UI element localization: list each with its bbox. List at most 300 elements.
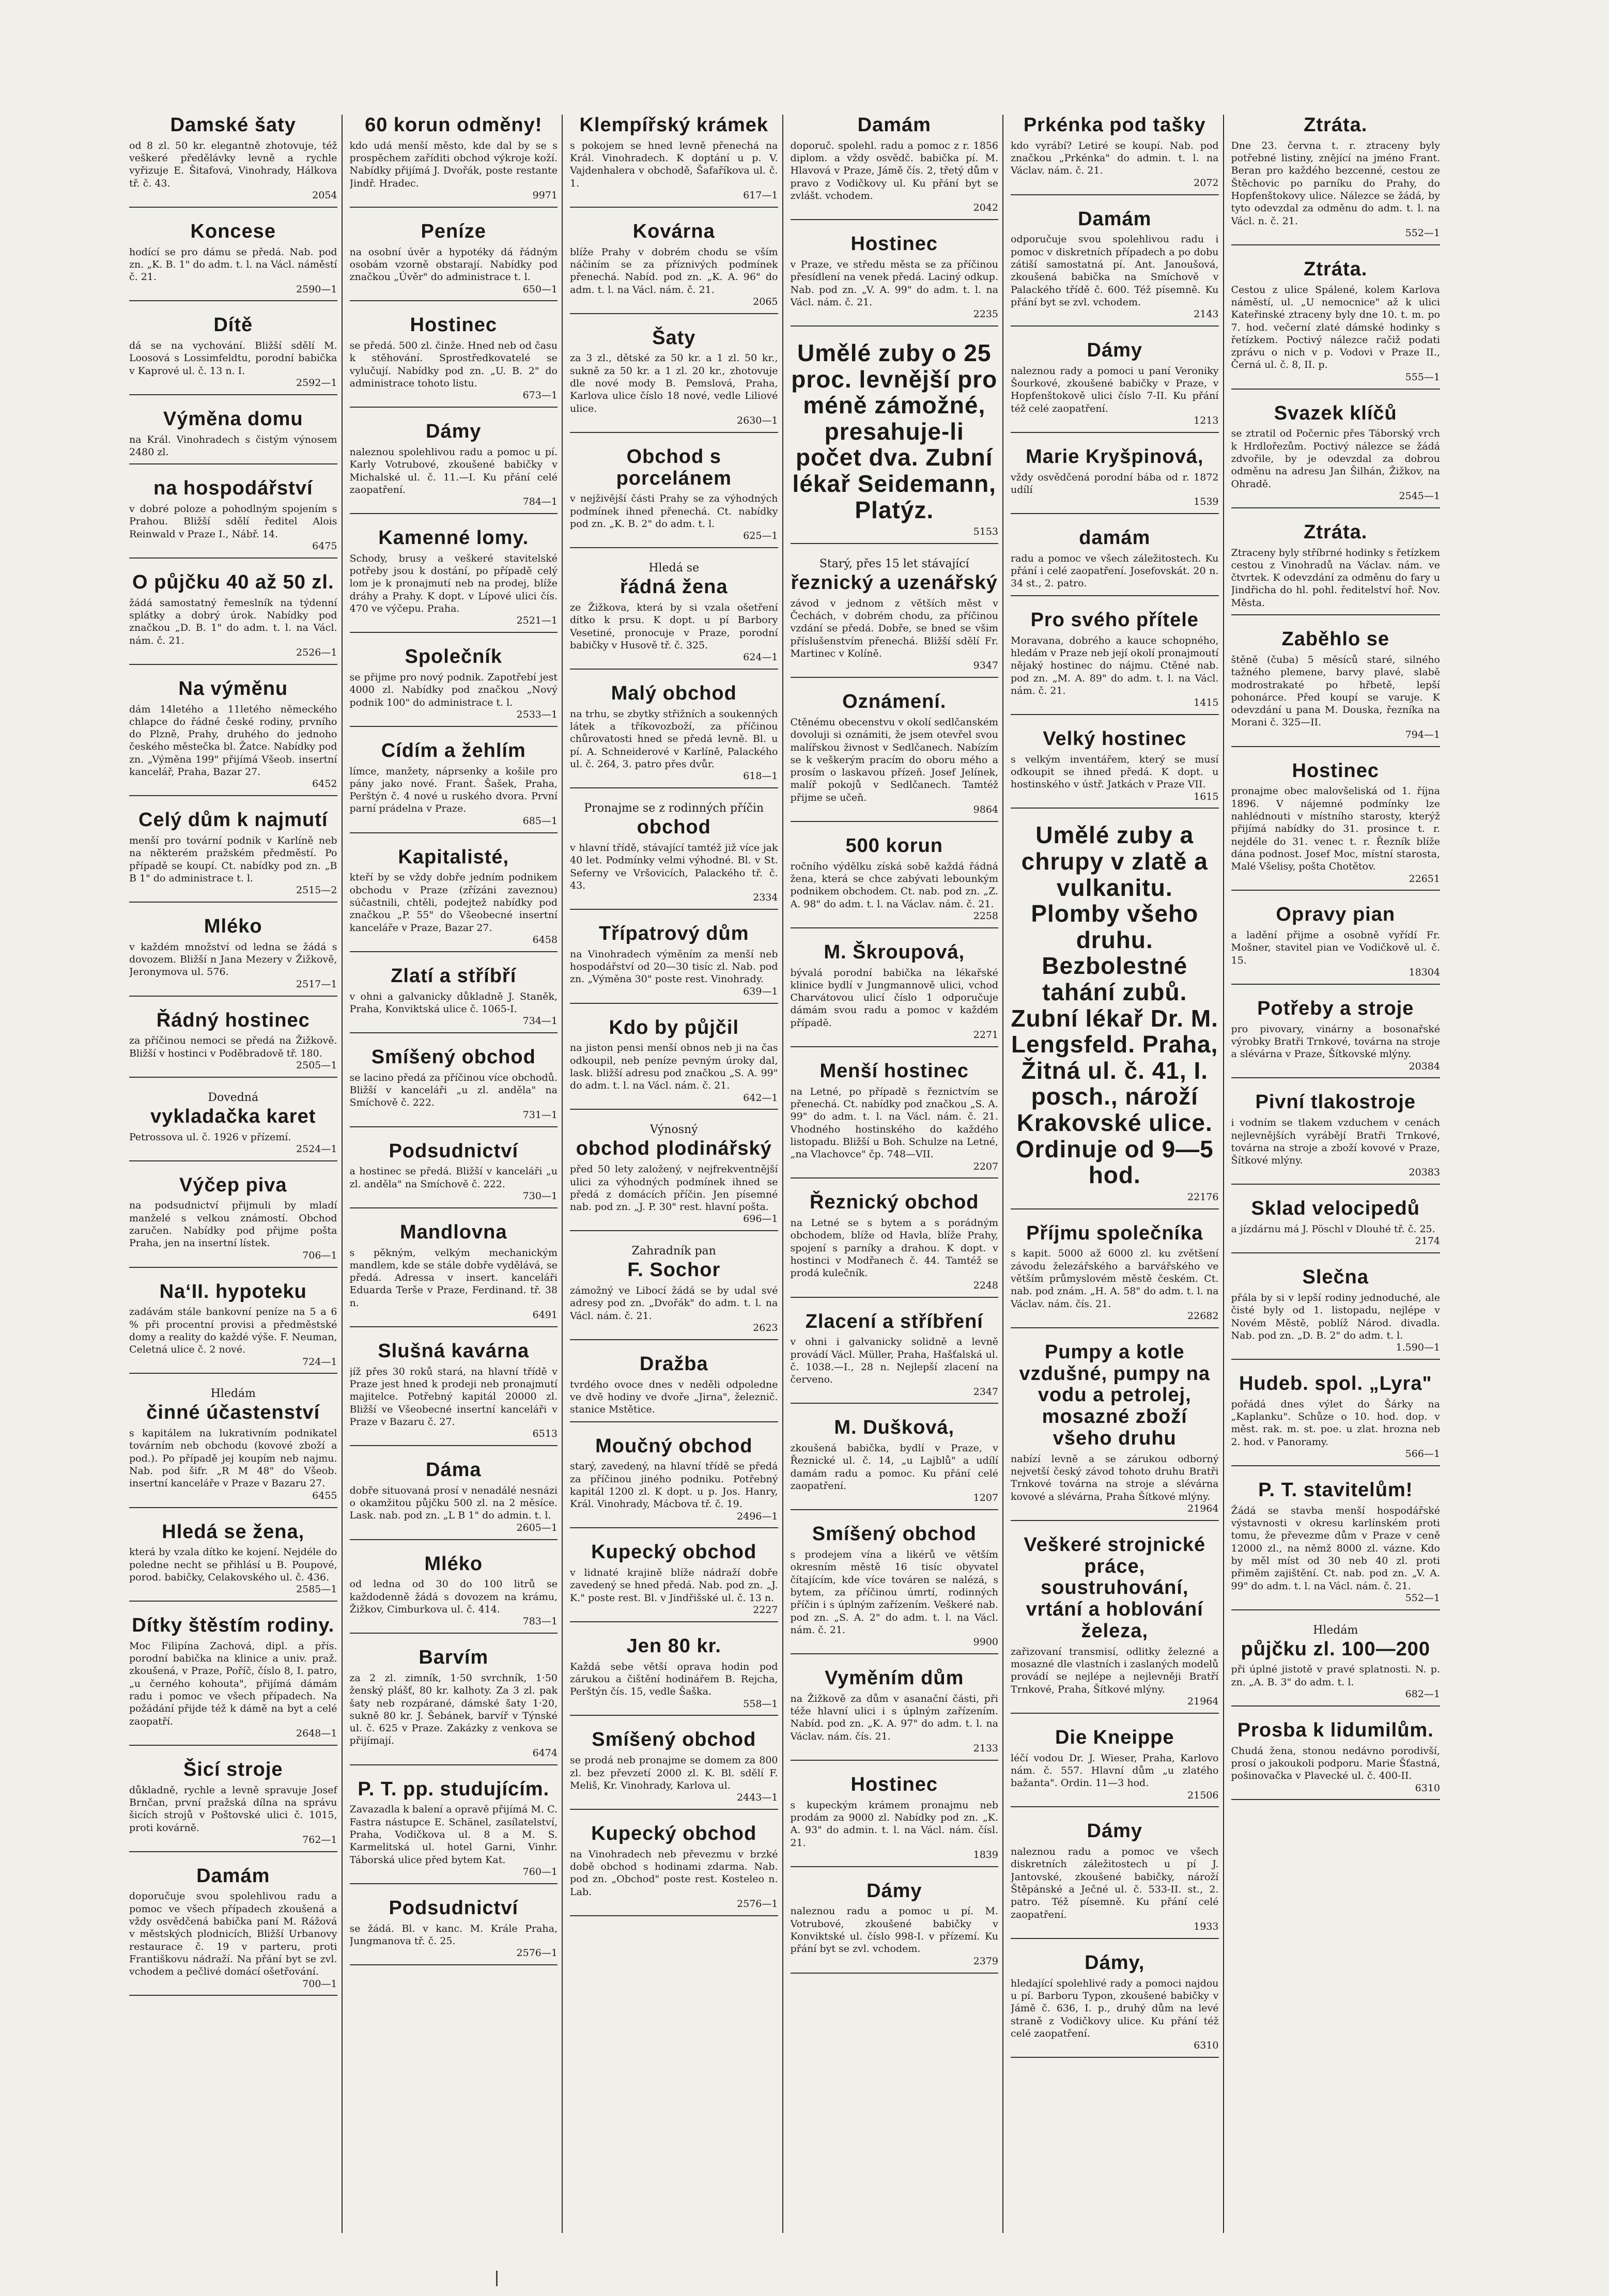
ad-text: žádá samostatný řemeslník na týdenní splátky a dobrý úrok. Nabídky pod značkou „D. B. 1" do adm. t. l. na Václ. nám. č. 21.: [129, 597, 337, 646]
ad-code: 1.590—1: [1396, 1342, 1440, 1354]
ad-text: doporučuje svou spolehlivou radu a pomoc ve všech případech zkoušená a vždy osvědčená babička paní M. Rážová v městských plodnicích, Bližší Urbanovy restaurace č. 19 v parteru, proti Františkovu nádraží. Na přání byt se zvl. vchodem a pečlivé domácí ošetřování.: [129, 1890, 337, 1978]
ad-title: Na výměnu: [178, 677, 288, 700]
ad-title: Peníze: [421, 220, 486, 242]
classified-ad: [129, 1281, 337, 1374]
ad-code: 639—1: [743, 985, 778, 997]
ad-title: O půjčku 40 až 50 zl.: [132, 571, 334, 593]
classified-ad: [129, 115, 337, 208]
ad-text: límce, manžety, náprsenky a košile pro pány jako nové. Frant. Šašek, Praha, Perštýn č. 4 nové u ruského dvora. První parní prádelna v Praze.: [349, 765, 558, 815]
ad-code: 673—1: [522, 390, 558, 401]
ad-text: odporučuje svou spolehlivou radu i pomoc v diskretních případech a po dobu zátiší samostatná pí. Ant. Janoušová, zkoušená babička na Smíchově v Palackého třídě č. 600. Též písemně. Ku přání byt se zvl. vchodem.: [1011, 234, 1219, 308]
ad-title: Společník: [405, 646, 502, 668]
ad-text: pronajme obec malovšeliská od 1. října 1896. V nájemné podmínky lze nahlédnouti v místního starosty, kterýž přijímá nabídky do 31. prosince t. r. nejdéle do 31. venec t. r. Řezník blíže dána podnost. Josef Moc, místní starosta, Malé Všelisy, pošta Chotětov.: [1231, 785, 1440, 873]
ad-code: 685—1: [522, 815, 558, 827]
ad-title: Šaty: [652, 327, 696, 349]
ad-title: Výčep piva: [179, 1174, 287, 1196]
ad-title: Umělé zuby o 25 proc. levnější pro méně zámožné, presahuje-li počet dva. Zubní lékař Seidemann, Platýz.: [791, 339, 998, 523]
ad-code: 22682: [1187, 1310, 1219, 1322]
ad-title: Mandlovna: [400, 1221, 507, 1243]
classified-ad: [1231, 1092, 1441, 1185]
ad-code: 2648—1: [296, 1728, 337, 1740]
classified-ad: [570, 683, 778, 788]
ad-code: 2496—1: [737, 1510, 778, 1522]
classified-ad: [350, 1222, 558, 1327]
classified-ad: [570, 1123, 778, 1231]
ad-code: 2517—1: [296, 978, 337, 990]
ad-title: F. Sochor: [627, 1259, 721, 1281]
ad-code: 2054: [312, 190, 337, 201]
ad-title: obchod plodinářský: [576, 1138, 772, 1160]
classified-ad: [791, 691, 999, 822]
ad-title: Damám: [1078, 208, 1152, 230]
ad-text: v lidnaté krajině blíže nádraží dobře zavedený se hned předá. Nab. pod zn. „J. K." poste rest. Bl. v Jindřišské ul. č. 13 n.: [570, 1567, 778, 1604]
classified-ad: [570, 1636, 778, 1716]
ad-text: na Vinohradech neb převezmu v brzké době obchod s hodinami zdarma. Nab. pod zn. „Obchod" poste rest. Kosteleo n. Lab.: [570, 1848, 778, 1898]
ad-code: 2505—1: [296, 1059, 337, 1071]
classified-ad: [129, 1387, 337, 1508]
ad-title: Slečna: [1302, 1266, 1369, 1289]
ad-text: a ladění přijme a osobně vyřídí Fr. Mošner, stavitel pian ve Vodičkově ul. č. 15.: [1231, 929, 1440, 966]
ad-text: menší pro tovární podnik v Karlíně neb na některém pražském předměstí. Po případě se koupí. Ct. nabídky pod zn. „B B 1" do administrace t. l.: [129, 834, 337, 884]
ad-text: s prodejem vína a likérů ve větším okresním městě 16 tisíc obyvatel čítajícím, kde více továren se nalézá, s bytem, za příčinou úmrtí, rodinných příčin i s úplným zařízením. Veškeré nab. pod zn. „S. A. 2" do adm. t. l. na Václ. nám. č. 21.: [790, 1549, 998, 1636]
ad-code: 706—1: [302, 1249, 337, 1261]
ad-pretitle: Výnosný: [649, 1123, 698, 1137]
ad-text: Moc Filipína Zachová, dipl. a přís. porodní babička na klinice a univ. praž. zkoušená, v Praze, Poříč, číslo 8, I. patro, „u černého kohouta", přijímá dámám radu i pomoc ve všech případech. Na požádání přijde též k dámě na byt a celé zaopatří.: [129, 1640, 337, 1727]
classified-ad: [129, 1175, 337, 1268]
ad-text: nabízí levně a se zárukou odborný nejvetší český závod tohoto druhu Bratři Trnkové továrna na stroje a slévárna kovové a slévárna, Praha Šítkové mlýny.: [1011, 1453, 1219, 1502]
ad-text: Chudá žena, stonou nedávno porodivší, prosí o jakoukoli podporu. Marie Šťastná, pošinovačka v Plavecké ul. č. 400-II.: [1231, 1745, 1440, 1782]
ad-title: Hudeb. spol. „Lyra": [1239, 1372, 1432, 1394]
ad-text: zařizovaní transmisí, odlitky železné a mosazné dle vlastních i zaslaných modelů provádí se nejlépe a nejlevněji Bratří Trnkové, Praha, Šítkové mlýny.: [1011, 1646, 1219, 1695]
ad-text: naleznou radu a pomoc ve všech diskretních záležitostech u pí J. Jantovské, zkoušené babičky, nároží Štěpánské a Ječné ul. č. 533-II. st., 2. patro. Též písemně. Ku přání celé zaopatření.: [1011, 1846, 1219, 1920]
ad-code: 1839: [973, 1849, 998, 1860]
ad-title: Mléko: [424, 1553, 483, 1575]
ad-title: Damské šaty: [170, 115, 296, 136]
classified-ad: [570, 115, 778, 208]
ad-text: v ohni i galvanicky solidně a levně provádí Václ. Müller, Praha, Hašťalská ul. č. 1038.—I., 28 n. Nejlepší zlacení na červeno.: [790, 1336, 998, 1386]
ad-code: 2630—1: [737, 415, 778, 427]
ad-code: 9864: [973, 804, 998, 816]
classified-ad: [1231, 1624, 1441, 1707]
classified-ad: [1011, 446, 1219, 514]
ad-title: Ztráta.: [1304, 115, 1368, 136]
classified-ad: [129, 810, 337, 903]
ad-code: 5153: [973, 526, 998, 538]
classified-ad: [1231, 1198, 1441, 1253]
ad-code: 650—1: [522, 283, 558, 295]
ad-title: Výměna domu: [163, 408, 303, 430]
ad-code: 730—1: [522, 1190, 558, 1202]
ad-title: Dámy: [426, 421, 482, 443]
ad-text: se žádá. Bl. v kanc. M. Krále Praha, Jungmanova tř. č. 25.: [349, 1922, 558, 1947]
classified-ad: [350, 646, 558, 727]
classified-ad: [791, 1524, 999, 1654]
ad-title: Die Kneippe: [1055, 1726, 1174, 1748]
ad-code: 2174: [1415, 1235, 1440, 1247]
ad-pretitle: Zahradník pan: [631, 1245, 716, 1258]
ad-code: 6310: [1194, 2040, 1219, 2052]
ad-text: a hostinec se předá. Bližší v kanceláři „u zl. anděla" na Smíchově č. 222.: [349, 1166, 558, 1190]
ad-title: Mléko: [204, 916, 262, 938]
ad-text: s velkým inventářem, který se musí odkoupit se ihned předá. K dopt. u hostinského v ústř. Jatkách v Praze VII.: [1011, 753, 1219, 790]
ad-text: naleznou radu a pomoc u pí. M. Votrubové, zkoušené babičky v Konviktské ul. číslo 998-I. v přízemí. Ku přání byt se zvl. vchodem.: [790, 1905, 998, 1955]
ad-code: 2623: [753, 1322, 778, 1333]
ad-title: Kovárna: [632, 220, 715, 242]
ad-title: Prosba k lidumilům.: [1237, 1719, 1434, 1741]
ad-title: Potřeby a stroje: [1257, 997, 1414, 1019]
classified-ad: [350, 1647, 558, 1765]
ad-code: 2258: [973, 910, 998, 922]
classified-ad: [791, 1417, 999, 1510]
ad-title: Menší hostinec: [819, 1060, 969, 1082]
classified-ad: [1011, 1534, 1219, 1714]
classified-ad: [570, 1729, 778, 1810]
ad-text: Dne 23. června t. r. ztraceny byly potřebné listiny, znějící na jméno Frant. Beran pro každého bezcenné, cestou ze Štěchovic po parníku do Prahy, do Hopfenštokovy ulice. Nálezce se žádá, by tyto odevzdal za odměnu do adm. t. l. na Václ. n. č. 21.: [1231, 139, 1440, 227]
ad-text: Petrossova ul. č. 1926 v přízemí.: [129, 1131, 291, 1143]
ad-code: 696—1: [743, 1213, 778, 1225]
ad-text: s pěkným, velkým mechanickým mandlem, kde se stále dobře vydělává, se předá. Adressa v insert. kanceláři Eduarda Terše v Praze, Ferdinand. tř. 38 n.: [349, 1247, 558, 1309]
ad-code: 794—1: [1405, 728, 1440, 740]
ad-code: 2072: [1194, 177, 1219, 189]
ad-code: 21964: [1187, 1502, 1219, 1514]
ad-code: 6310: [1415, 1782, 1440, 1794]
classified-ad: [129, 1759, 337, 1852]
ad-text: na osobní úvěr a hypotéky dá řádným osobám vzorně obstarají. Nabídky pod značkou „Úvěr" do administrace t. l.: [349, 246, 558, 283]
ad-title: Slušná kavárna: [378, 1340, 530, 1362]
column-1: [129, 115, 343, 2233]
ad-title: Na‘II. hypoteku: [159, 1280, 307, 1302]
ad-title: P. T. stavitelům!: [1258, 1479, 1413, 1501]
ad-title: Řeznický obchod: [810, 1191, 979, 1214]
classified-ad: [1011, 610, 1219, 715]
ad-title: Svazek klíčů: [1274, 402, 1397, 424]
column-4: [791, 115, 1004, 2233]
ad-pretitle: Hledám: [210, 1387, 256, 1401]
ad-code: 9347: [973, 660, 998, 672]
ad-title: Kupecký obchod: [591, 1541, 757, 1563]
ad-title: Dáma: [426, 1459, 482, 1481]
classified-ad: [129, 678, 337, 796]
ad-text: Ztraceny byly stříbrné hodinky s řetízkem cestou z Vinohradů na Václav. nám. ve čtvrtek. K odevzdání za odměnu do fary u Jindřicha do hl. pohl. ředitelství hoř. Nov. Města.: [1231, 547, 1440, 609]
ad-code: 2207: [973, 1160, 998, 1172]
ad-text: tvrdého ovoce dnes v neděli odpoledne ve dvě hodiny ve dvoře „Jirna", železnič. stanice Mstětice.: [570, 1378, 778, 1416]
classified-ad: [1011, 340, 1219, 433]
classified-ad: [350, 1554, 558, 1634]
ad-code: 555—1: [1405, 371, 1440, 383]
ad-pretitle: Dovedná: [208, 1091, 259, 1104]
ad-title: P. T. pp. studujícím.: [358, 1778, 550, 1800]
ad-title: Podsudnictví: [389, 1897, 519, 1919]
ad-title: řeznický a uzenářský: [791, 571, 998, 594]
classified-ad: [129, 916, 337, 997]
column-2: [350, 115, 563, 2233]
ad-title: Kapitalisté,: [398, 846, 509, 868]
classified-ad: [791, 1668, 999, 1761]
ad-code: 784—1: [522, 496, 558, 508]
classified-ad: [129, 1010, 337, 1078]
ad-text: s kupeckým krámem pronajmu neb prodám za 9000 zl. Nabídky pod zn. „K. A. 93" do admin. t. l. na Václ. nám. čísl. 21.: [790, 1799, 998, 1849]
ad-title: Smíšený obchod: [371, 1046, 536, 1068]
ad-text: zámožný ve Libocí žádá se by udal své adresy pod zn. „Dvořák" do adm. t. l. na Václ. nám. č. 21.: [570, 1285, 778, 1322]
ad-code: 21506: [1187, 1789, 1219, 1801]
ad-title: Oznámení.: [842, 691, 947, 713]
ad-code: 2590—1: [296, 283, 337, 295]
classified-ad: [791, 557, 999, 678]
ad-code: 1615: [1194, 790, 1219, 802]
classified-ad: [791, 115, 999, 220]
ad-text: na podsudnictví přijmuli by mladí manželé s velkou známostí. Obchod zaručen. Nabídky pod přijme pošta Praha, jen na insertní lístek.: [129, 1200, 337, 1249]
classified-ad: [350, 115, 558, 208]
ad-title: Hostinec: [850, 1773, 938, 1795]
classified-ad: [129, 409, 337, 464]
classified-ad: [1231, 904, 1441, 985]
ad-text: dám 14letého a 11letého německého chlapce do řádné české rodiny, prvního do Plzně, Prahy, druhého do jednoho českého městečka bl. Žatce. Nabídky pod zn. „Výměna 199" přijímá Všeob. insertní kancelář, Praha, Bazar 27.: [129, 703, 337, 778]
classified-ad: [350, 740, 558, 833]
ad-text: štěně (čuba) 5 měsíců staré, silného tažného plemene, barvy plavé, slabě modrostrakaté po hřbetě, lepší pohonárce. Před koupí se varuje. K odevzdání u pana M. Douska, řezníka na Morani č. 325—II.: [1231, 654, 1440, 728]
ad-text: starý, zavedený, na hlavní třídě se předá za příčinou jiného podniku. Potřebný kapitál 1200 zl. K dopt. u p. Jos. Hanry, Král. Vinohrady, Mácbova tř. č. 19.: [570, 1461, 778, 1510]
classified-ad: [1011, 1223, 1219, 1328]
ad-title: Klempířský krámek: [579, 115, 769, 136]
ad-title: řádná žena: [620, 576, 728, 598]
ad-code: 6475: [312, 540, 337, 552]
ad-text: v dobré poloze a pohodlným spojením s Prahou. Bližší sdělí ředitel Alois Reinwald v Praze I., Nábř. 14.: [129, 503, 337, 540]
classified-ad: [1011, 209, 1219, 327]
ad-title: Celý dům k najmutí: [138, 809, 328, 831]
ad-title: Dámy,: [1085, 1951, 1145, 1974]
ad-code: 20383: [1409, 1167, 1440, 1178]
ad-text: vždy osvědčená porodní bába od r. 1872 udílí: [1011, 471, 1219, 495]
classified-ad: [1011, 1342, 1219, 1521]
ad-text: naleznou spolehlivou radu a pomoc u pí. Karly Votrubové, zkoušené babičky v Michalské ul. č. 11.—I. Ku přání celé zaopatření.: [349, 446, 558, 495]
ad-text: na Žižkově za dům v asanační části, při téže hlavní ulici i s úplným zařízením. Nabíd. pod zn. „K. A. 97" do adm. t. l. na Václav. nám. čís. 21.: [790, 1693, 998, 1742]
classified-ad: [129, 221, 337, 302]
ad-title: Moučný obchod: [595, 1435, 753, 1457]
classified-ad: [350, 1141, 558, 1208]
classified-ad: [791, 835, 999, 928]
ad-title: Pumpy a kotle vzdušné, pumpy na vodu a petrolej, mosazné zboží všeho druhu: [1019, 1341, 1211, 1449]
classified-ad: [1011, 728, 1219, 809]
ad-title: Pro svého přítele: [1030, 609, 1199, 631]
classified-ad: [570, 446, 778, 548]
classified-ad: [350, 221, 558, 302]
ad-code: 2576—1: [516, 1947, 558, 1959]
ad-text: Moravana, dobrého a kauce schopného, hledám v Praze neb její okolí pronajmoutí nějaký hostinec do nájmu. Ctěné nab. pod zn. „M. A. 89" do adm. t. l. na Václ. nám. č. 21.: [1011, 634, 1219, 696]
ad-title: Obchod s porcelánem: [616, 445, 732, 489]
classified-ad: [1011, 1952, 1219, 2058]
ad-title: Velký hostinec: [1043, 727, 1187, 750]
ad-code: 6455: [312, 1490, 337, 1501]
ad-text: se ztratil od Počernic přes Táborský vrch k Hrdlořezům. Poctivý nálezce se žádá zdvořile, by je odevzdal za dobrou odměnu na adresu Jan Šilhán, Žižkov, na Ohradě.: [1231, 428, 1440, 490]
ad-code: 6491: [532, 1309, 558, 1321]
ad-text: i vodním se tlakem vzduchem v cenách nejlevnějších vyrábějí Bratři Trnkové, továrna na stroje a zboží kovové v Praze, Šítkové mlýny.: [1231, 1117, 1440, 1167]
ad-code: 22651: [1409, 873, 1440, 885]
classified-ad: [129, 1866, 337, 1996]
ad-code: 783—1: [522, 1616, 558, 1627]
ad-code: 2515—2: [296, 885, 337, 896]
ad-title: damám: [1079, 527, 1151, 549]
ad-text: od 8 zl. 50 kr. elegantně zhotovuje, též veškeré předělávky levně a rychle vyřizuje E. Šitafová, Vinohrady, Hálkova tř. č. 43.: [129, 139, 337, 189]
classified-ad: [1231, 522, 1441, 615]
ad-title: Cídím a žehlím: [381, 739, 526, 762]
classified-ad: [1231, 629, 1441, 747]
classified-ad: [1011, 1727, 1219, 1808]
ad-title: Smíšený obchod: [812, 1523, 977, 1545]
classified-ad: [350, 421, 558, 514]
ad-code: 558—1: [743, 1698, 778, 1710]
ad-code: 2545—1: [1399, 490, 1440, 502]
ad-code: 617—1: [743, 190, 778, 201]
classified-ad: [129, 1091, 337, 1161]
classified-ad: [1231, 1720, 1441, 1801]
ad-text: v nejživější části Prahy se za výhodných podmínek ihned přenechá. Ct. nabídky pod zn. „K. B. 2" do adm. t. l.: [570, 493, 778, 530]
ad-text: kdo udá menší město, kde dal by se s prospěchem zaříditi obchod výkroje koží. Nabídky přijímá J. Dvořák, poste restante Jindř. Hradec.: [349, 139, 558, 189]
ad-title: Zlatí a stříbří: [391, 965, 517, 987]
ad-text: přála by si v lepší rodiny jednoduché, ale čisté byly od 1. listopadu, nejlépe v Novém Městě, poblíž Národ. divadla. Nab. pod zn. „D. B. 2" do adm. t. l.: [1231, 1292, 1440, 1341]
ad-code: 700—1: [302, 1978, 337, 1990]
ad-code: 6474: [532, 1747, 558, 1759]
ad-title: Prkénka pod tašky: [1023, 115, 1206, 136]
ad-code: 618—1: [743, 770, 778, 782]
ad-text: jíž přes 30 roků stará, na hlavní třídě v Praze jest hned k prodeji neb pronajmutí majitelce. Potřebný kapitál 20000 zl. Bližší ve Všeobecné insertní kanceláři v Praze v Bazaru č. 27.: [349, 1366, 558, 1428]
classified-ad: [791, 1192, 999, 1297]
ad-text: bývalá porodní babička na lékařské klinice bydlí v Jungmannově ulici, vchod Charvátovou ulicí číslo 1 odporučuje dámám svou radu a pomoc v každém případě.: [790, 967, 998, 1029]
classified-ad: [1231, 1373, 1441, 1466]
classified-ad: [350, 1047, 558, 1127]
ad-text: před 50 lety založený, v nejfrekventnější ulici za výhodných podmínek ihned se předá z domácích příčin. Jen písemné nab. pod zn. „J. P. 30" rest. hlavní pošta.: [570, 1163, 778, 1213]
ad-code: 552—1: [1405, 1592, 1440, 1604]
ad-pretitle: Pronajme se z rodinných příčin: [584, 802, 764, 815]
ad-code: 625—1: [743, 530, 778, 542]
classified-ad: [129, 315, 337, 395]
ad-code: 2605—1: [516, 1522, 558, 1533]
ad-title: Podsudnictví: [389, 1140, 519, 1162]
ad-text: radu a pomoc ve všech záležitostech. Ku přání i celé zaopatření. Josefovskát. 20 n. 34 st., 2. patro.: [1011, 552, 1219, 589]
ad-text: pro pivovary, vinárny a bosonařské výrobky Bratři Trnkové, továrna na stroje a slévárna v Praze, Šítkovské mlýny.: [1231, 1023, 1440, 1060]
classified-ad: [350, 847, 558, 952]
classified-ad: [129, 1522, 337, 1602]
ad-text: s pokojem se hned levně přenechá na Král. Vinohradech. K doptání u p. V. Vajdenhalera v obchodě, Šafaříkova ul. č. 1.: [570, 139, 778, 189]
ad-code: 762—1: [302, 1834, 337, 1845]
ad-text: zadávám stále bankovní peníze na 5 a 6 % při procentní provisi a předměstské domy a reality do každé výše. F. Neuman, Celetná ulice č. 2 nové.: [129, 1306, 337, 1356]
classified-ad: [1231, 403, 1441, 508]
ad-pretitle: Hledám: [1313, 1623, 1358, 1637]
ad-code: 6458: [532, 934, 558, 945]
ad-title: Dámy: [867, 1880, 922, 1902]
column-3: [570, 115, 783, 2233]
ad-text: zkoušená babička, bydlí v Praze, v Řeznické ul. č. 14, „u Lajblů" a udílí damám radu a pomoc. Ku přání celé zaopatření.: [790, 1442, 998, 1492]
ad-text: v Praze, ve středu města se za příčinou přesídlení na venek předá. Laciný odkup. Nab. pod zn. „V. A. 99" do adm. t. l. na Václ. nám. č. 21.: [790, 258, 998, 308]
ad-code: 1933: [1194, 1921, 1219, 1933]
ad-title: Hostinec: [410, 314, 497, 336]
ad-title: M. Dušková,: [834, 1417, 955, 1439]
ad-code: 2533—1: [516, 708, 558, 720]
ad-title: Hostinec: [850, 233, 938, 255]
ad-code: 2065: [753, 296, 778, 307]
ad-text: kdo vyrábí? Letiré se koupí. Nab. pod značkou „Prkénka" do admin. t. l. na Václav. nám. č. 21.: [1011, 139, 1219, 177]
ad-code: 2521—1: [516, 615, 558, 627]
ad-code: 18304: [1409, 967, 1440, 979]
ad-title: Hledá se žena,: [162, 1521, 305, 1543]
classified-ad: [570, 1354, 778, 1422]
ad-title: Damám: [196, 1865, 270, 1887]
classified-ad: [350, 1460, 558, 1540]
ad-code: 760—1: [522, 1866, 558, 1878]
ad-text: dá se na vychování. Bližší sdělí M. Loosová s Lossimfeldtu, porodní babička v Kaprové ul. č. 13 n. I.: [129, 340, 337, 377]
classified-ad: [350, 1341, 558, 1446]
classified-ad: [350, 966, 558, 1033]
ad-code: 2526—1: [296, 646, 337, 658]
column-6: [1231, 115, 1445, 2233]
ad-title: Smíšený obchod: [592, 1729, 756, 1751]
ad-code: 2585—1: [296, 1584, 337, 1595]
classified-ad: [350, 1898, 558, 1965]
ad-text: v hlavní třídě, stávající tamtéž již více jak 40 let. Podmínky velmi výhodné. Bl. v St. Seferny ve Vršovicích, Palackého tř. č. 43.: [570, 842, 778, 891]
classified-ad: [129, 1615, 337, 1746]
ad-code: 734—1: [522, 1015, 558, 1027]
ad-text: pořádá dnes výlet do Šárky na „Kaplanku". Schůze o 10. hod. dop. v měst. rak. m. st. poe. u zlat. hrozna neb 2. hod. v Panoramy.: [1231, 1398, 1440, 1448]
classified-ad: [570, 328, 778, 433]
ad-title: Ztráta.: [1304, 521, 1368, 543]
ad-text: na trhu, se zbytky střižních a soukenných látek a tříkovozboží, za příčinou chůrovatosti hned se předá levně. Bl. u pí. A. Schneiderové v Karlíně, Palackého ul. č. 264, 3. patro přes dvůr.: [570, 708, 778, 770]
classified-columns: [129, 115, 1444, 2233]
classified-ad: [791, 1061, 999, 1178]
ad-code: 1539: [1194, 496, 1219, 508]
ad-text: při úplné jistotě v pravé splatnosti. N. p. zn. „A. B. 3" do adm. t. l.: [1231, 1664, 1440, 1688]
ad-title: Dámy: [1087, 339, 1142, 361]
ad-text: za 3 zl., dětské za 50 kr. a 1 zl. 50 kr., sukně za 50 kr. a 1 zl. 20 kr., zhotovuje dle nové mody B. Pemslová, Praha, Karlova ulice číslo 18 nové, vedle Liliové ulice.: [570, 352, 778, 414]
classified-ad: [1011, 528, 1219, 596]
ad-title: Šicí stroje: [183, 1758, 283, 1780]
ad-text: s kapitálem na lukrativním podnikatel továrním neb obchodu (kovové zboží a pod.). Po případě jej koupím neb najmu. Nab. pod šifr. „R M 48" do Všeob. insertní kanceláře v Praze v Bazaru 27.: [129, 1428, 337, 1490]
ad-title: Veškeré strojnické práce, soustruhování, vrtání a hoblování železa,: [1024, 1533, 1206, 1642]
classified-ad: [129, 478, 337, 559]
ad-code: 2133: [973, 1743, 998, 1755]
ad-code: 6452: [312, 778, 337, 790]
ad-text: Cestou z ulice Spálené, kolem Karlova náměstí, ul. „U nemocnice" až k ulici Kateřinské ztraceny byly dne 10. t. m. po 7. hod. večerní zlaté dámské hodinky s řetízkem. Poctivý nálezce račiž podati zprávu o nich v p. Vodovi v Praze II., Černá ul. č. 8, II. p.: [1231, 284, 1440, 371]
ad-code: 2334: [753, 892, 778, 904]
ad-text: na Král. Vinohradech s čistým výnosem 2480 zl.: [129, 433, 337, 458]
classified-ad: [791, 1311, 999, 1404]
ad-text: Schody, brusy a veškeré stavitelské potřeby jsou k dostání, po případě celý lom je k pronajmutí neb na prodej, blíže dráhy a Prahy. K dopt. v Lípové ulici čís. 470 ve výčepu. Praha.: [349, 552, 558, 615]
ad-text: se prodá neb pronajme se domem za 800 zl. bez převzetí 2000 zl. K. Bl. sdělí F. Meliš, Kr. Vinohrady, Karlova ul.: [570, 1755, 778, 1791]
ad-title: Hostinec: [1292, 759, 1379, 782]
ad-text: od ledna od 30 do 100 litrů se každodenně žádá s dovozem na krámu, Žižkov, Cimburkova ul. č. 414.: [349, 1578, 558, 1615]
ad-title: Damám: [857, 115, 931, 136]
ad-text: hledající spolehlivé rady a pomoci najdou u pí. Barboru Typon, zkoušené babičky v Jámě č. 636, I. p., druhý dům na levé straně z Vodičkovy ulice. Ku přání též celé zaopatření.: [1011, 1977, 1219, 2039]
ad-title: Pivní tlakostroje: [1255, 1091, 1416, 1113]
classified-ad: [570, 1823, 778, 1916]
ad-title: Umělé zuby a chrupy v zlatě a vulkanitu. Plomby všeho druhu. Bezbolestné tahání zubů. Zubní lékař Dr. M. Lengsfeld. Praha, Žitná ul. č. 41, I. posch., nároží Krakovské ulice. Ordinuje od 9—5 hod.: [1011, 821, 1218, 1189]
ad-title: Sklad velocipedů: [1251, 1198, 1420, 1220]
ad-code: 2235: [973, 308, 998, 320]
ad-text: s kapit. 5000 až 6000 zl. ku zvětšení závodu železářského a barvářského ve větším průmyslovém městě českém. Ct. nab. pod znám. „H. A. 58" do adm. t. l. na Václav. nám. čís. 21.: [1011, 1248, 1219, 1310]
ad-code: 1415: [1194, 697, 1219, 709]
ad-title: Koncese: [190, 220, 276, 242]
classified-ad: [1231, 761, 1441, 891]
ad-pretitle: Hledá se: [648, 562, 700, 575]
ad-code: 2592—1: [296, 377, 337, 389]
ad-code: 2347: [973, 1386, 998, 1398]
ad-title: Řádný hostinec: [156, 1009, 310, 1031]
ad-code: 2227: [753, 1604, 778, 1616]
ad-text: Každá sebe větší oprava hodin pod zárukou a čištění hodinářem B. Rejcha, Perštýn čís. 15, vedle Šaška.: [570, 1661, 778, 1698]
ad-text: která by vzala dítko ke kojení. Nejdéle do poledne necht se přihlásí u B. Poupové, porod. babičky, Celakovského ul. č. 436.: [129, 1546, 337, 1583]
classified-ad: [570, 1245, 778, 1340]
ad-text: ze Žižkova, která by si vzala ošetření dítko k prsu. K dopt. u pí Barbory Vesetiné, pronocuje v Praze, porodní babičky v Husově tř. č. 325.: [570, 601, 778, 651]
ad-code: 731—1: [522, 1109, 558, 1121]
ad-code: 21964: [1187, 1696, 1219, 1708]
ad-title: Dítky štěstím rodiny.: [132, 1615, 335, 1637]
